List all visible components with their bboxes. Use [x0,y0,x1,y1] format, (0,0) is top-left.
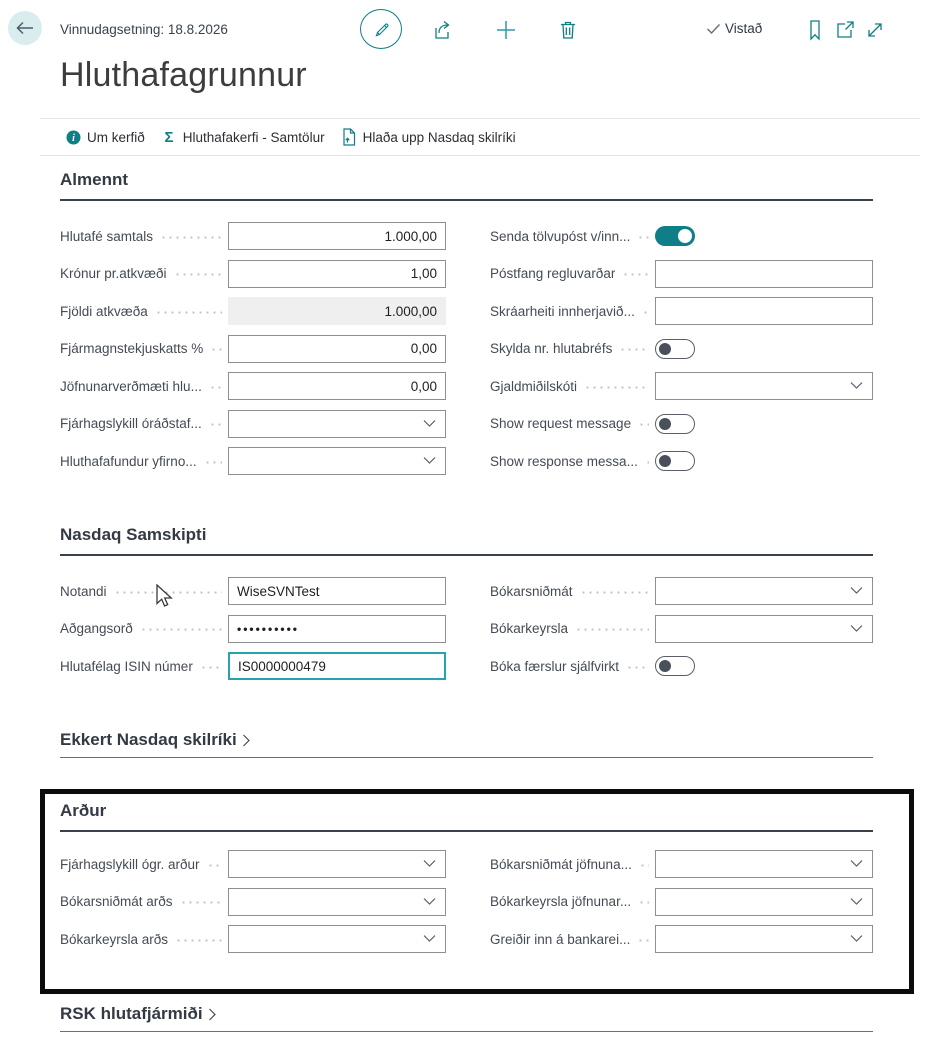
field-control [655,339,873,359]
field-row-hluthafafundur-yfirno [60,447,446,475]
field-label [490,857,655,872]
field-label-text: Fjöldi atkvæða [60,303,148,319]
field-label [490,659,655,674]
field-row-grei-ir-inn-bankarei [490,925,873,953]
field-label-text: Bókarsniðmát arðs [60,894,173,909]
field-label [60,932,228,947]
field-label-text: Bókarsniðmát jöfnuna... [490,856,632,872]
section-nasdaq-samskipti [60,525,873,680]
action-label: Hluthafakerfi - Samtölur [182,129,325,145]
leader-dots [645,461,649,464]
chevron-down-icon [850,587,863,595]
chevron-down-icon [423,860,436,868]
section-rsk-hlutafjarmidi [60,1004,873,1032]
input-fj-rmagnstekjuskatts[interactable]: 0,00 [228,335,446,363]
toggle-b-ka-f-rslur-sj-lfvirkt[interactable] [655,656,695,676]
field-label [60,621,228,636]
field-label-text: Notandi [60,583,107,599]
field-label-text: Hluthafafundur yfirno... [60,453,197,469]
field-control [655,414,873,434]
field-row-fj-rmagnstekjuskatts [60,335,446,363]
field-label-text: Fjármagnstekjuskatts % [60,341,204,356]
field-label [490,229,655,244]
section-title-almennt[interactable]: Almennt [60,170,873,201]
field-row-skr-arheiti-innherjavi [490,297,873,325]
field-label-text: Show response messa... [490,453,638,469]
top-bar [0,0,937,56]
section-title-nasdaq-samskipti[interactable]: Nasdaq Samskipti [60,525,873,556]
leader-dots [200,666,222,669]
field-grid [60,850,873,953]
field-row-a-gangsor [60,615,446,643]
field-row-b-karsni-m-t-j-fnuna [490,850,873,878]
share-icon [432,19,454,41]
section-title-ardur[interactable]: Arður [60,801,873,832]
field-control [228,222,446,250]
dropdown-b-karkeyrsla-j-fnunar[interactable] [655,888,873,916]
field-label-text: Senda tölvupóst v/inn... [490,228,631,244]
save-status [706,21,762,36]
input-kr-nur-pr-atkv-i[interactable]: 1,00 [228,260,446,288]
field-row-hlutaf-samtals [60,222,446,250]
trash-icon [557,19,579,41]
input-p-stfang-regluvar-ar[interactable] [655,260,873,288]
field-row-fj-rhagslykill-r-staf [60,410,446,438]
field-label [490,266,655,281]
open-in-window-button[interactable] [833,18,857,42]
field-control [655,451,873,471]
field-row-fj-rhagslykill-gr-ar-ur [60,850,446,878]
leader-dots [619,348,649,351]
bookmark-button[interactable] [803,18,827,42]
field-control [655,615,873,643]
collapsed-section-label: RSK hlutafjármiði [60,1004,203,1023]
field-label-text: Hlutafé samtals [60,228,154,244]
field-control [228,260,446,288]
field-control [655,925,873,953]
field-control [228,888,446,916]
action-bar [40,118,920,156]
field-label-text: Aðgangsorð [60,621,133,636]
check-icon [706,23,721,35]
field-row-show-request-message [490,410,873,438]
field-label-text: Hlutafélag ISIN númer [60,658,193,674]
pencil-icon [372,20,390,38]
leader-dots [626,666,649,669]
chevron-down-icon [850,897,863,905]
field-row-b-karsni-m-t-ar-s [60,888,446,916]
field-control [655,372,873,400]
field-row-b-karsni-m-t [490,577,873,605]
input-j-fnunarver-m-ti-hlu[interactable]: 0,00 [228,372,446,400]
field-label-text: Fjárhagslykill ógr. arður [60,856,200,872]
field-label-text: Fjárhagslykill óráðstaf... [60,416,202,431]
field-control [228,372,446,400]
sigma-icon [161,129,177,145]
svg-text:i: i [72,132,75,144]
field-label [60,379,228,394]
chevron-down-icon [423,419,436,427]
input-fj-ldi-atkv-a: 1.000,00 [228,297,446,325]
toggle-knob [678,229,692,243]
input-hlutaf-lag-isin-n-mer[interactable]: IS0000000479 [228,652,446,680]
chevron-down-icon [423,897,436,905]
field-grid [60,222,873,475]
action-um-kerfid[interactable] [66,130,145,145]
field-control [228,652,446,680]
section-title-ekkert-nasdaq-skilriki[interactable] [60,730,873,758]
action-label: Hlaða upp Nasdaq skilríki [362,129,516,145]
info-icon [66,130,81,145]
field-label [490,341,655,356]
field-label [60,229,228,244]
open-in-new-window-icon [834,19,856,41]
dropdown-fj-rhagslykill-r-staf[interactable] [228,410,446,438]
leader-dots [114,591,222,594]
dropdown-b-karkeyrsla[interactable] [655,615,873,643]
field-control [655,297,873,325]
leader-dots [175,939,222,942]
save-status-label: Vistað [725,21,763,36]
field-control [655,577,873,605]
field-label-text: Póstfang regluvarðar [490,266,616,281]
delete-button[interactable] [556,18,580,42]
field-control [228,615,446,643]
field-control [228,335,446,363]
leader-dots [637,939,649,942]
field-label [60,341,228,356]
leader-dots [210,348,222,351]
field-label [60,894,228,909]
field-row-j-fnunarver-m-ti-hlu [60,372,446,400]
input-hlutaf-samtals[interactable]: 1.000,00 [228,222,446,250]
dropdown-b-karsni-m-t-ar-s[interactable] [228,888,446,916]
dropdown-fj-rhagslykill-gr-ar-ur[interactable] [228,850,446,878]
dropdown-b-karsni-m-t[interactable] [655,577,873,605]
dropdown-grei-ir-inn-bankarei[interactable] [655,925,873,953]
section-almennt [60,170,873,475]
field-row-skylda-nr-hlutabr-fs [490,335,873,363]
field-label-text: Krónur pr.atkvæði [60,266,167,281]
leader-dots [622,273,649,276]
field-label [490,454,655,469]
leader-dots [580,591,649,594]
field-label [490,416,655,431]
field-control [655,260,873,288]
share-button[interactable] [431,18,455,42]
field-row-b-ka-f-rslur-sj-lfvirkt [490,652,873,680]
field-control [655,850,873,878]
leader-dots [575,628,649,631]
edit-button[interactable] [360,9,402,49]
field-label-text: Bókarkeyrsla [490,621,569,636]
field-label-text: Gjaldmiðilskóti [490,378,578,394]
field-grid [60,577,873,680]
leader-dots [209,386,222,389]
field-row-kr-nur-pr-atkv-i [60,260,446,288]
field-row-senda-t-lvup-st-v-inn [490,222,873,250]
toggle-knob [659,660,671,672]
field-label-text: Bókarsniðmát [490,583,573,599]
field-label-text: Bóka færslur sjálfvirkt [490,658,620,674]
input-a-gangsor[interactable]: •••••••••• [228,615,446,643]
field-label-text: Jöfnunarverðmæti hlu... [60,378,202,394]
svg-text:Σ: Σ [164,129,174,145]
toggle-senda-t-lvup-st-v-inn[interactable] [655,226,695,246]
field-label [490,932,655,947]
leader-dots [638,423,649,426]
field-row-notandi [60,577,446,605]
leader-dots [639,864,649,867]
field-label [490,304,655,319]
field-label-text: Bókarkeyrsla arðs [60,931,169,947]
dropdown-b-karkeyrsla-ar-s[interactable] [228,925,446,953]
toggle-skylda-nr-hlutabr-fs[interactable] [655,339,695,359]
field-control [228,577,446,605]
back-arrow-icon [16,21,34,35]
section-ekkert-nasdaq-skilriki [60,730,873,758]
dropdown-hluthafafundur-yfirno[interactable] [228,447,446,475]
expand-icon [864,19,886,41]
field-row-gjaldmi-ilsk-ti [490,372,873,400]
field-row-b-karkeyrsla [490,615,873,643]
field-control [228,850,446,878]
dropdown-b-karsni-m-t-j-fnuna[interactable] [655,850,873,878]
new-button[interactable] [494,18,518,42]
toggle-knob [659,418,671,430]
field-label [490,621,655,636]
dropdown-gjaldmi-ilsk-ti[interactable] [655,372,873,400]
leader-dots [180,901,222,904]
field-row-fj-ldi-atkv-a [60,297,446,325]
chevron-down-icon [423,935,436,943]
field-label-text: Skylda nr. hlutabréfs [490,341,613,356]
field-label [60,584,228,599]
field-row-b-karkeyrsla-j-fnunar [490,888,873,916]
toggle-show-response-messa[interactable] [655,451,695,471]
field-control [655,888,873,916]
field-label [60,266,228,281]
field-row-b-karkeyrsla-ar-s [60,925,446,953]
field-label [60,454,228,469]
leader-dots [209,423,222,426]
leader-dots [637,236,649,239]
field-control [655,226,873,246]
field-label-text: Show request message [490,416,632,431]
field-control [228,410,446,438]
work-date-label: Vinnudagsetning: 18.8.2026 [60,22,228,37]
leader-dots [174,273,222,276]
field-control [228,925,446,953]
leader-dots [160,236,222,239]
chevron-down-icon [423,457,436,465]
chevron-down-icon [850,860,863,868]
field-label [60,659,228,674]
action-hlada-upp-nasdaq-skilriki[interactable] [341,128,516,146]
field-row-hlutaf-lag-isin-n-mer [60,652,446,680]
field-control [228,297,446,325]
toggle-show-request-message[interactable] [655,414,695,434]
field-row-p-stfang-regluvar-ar [490,260,873,288]
chevron-down-icon [850,382,863,390]
field-label [490,584,655,599]
leader-dots [155,311,222,314]
toggle-knob [659,455,671,467]
collapsed-section-label: Ekkert Nasdaq skilríki [60,730,237,749]
leader-dots [207,864,222,867]
field-control [655,656,873,676]
leader-dots [642,311,649,314]
field-label [60,857,228,872]
expand-button[interactable] [863,18,887,42]
leader-dots [638,901,649,904]
leader-dots [140,628,222,631]
chevron-down-icon [850,935,863,943]
plus-icon [495,19,517,41]
input-skr-arheiti-innherjavi[interactable] [655,297,873,325]
field-label [490,379,655,394]
field-label-text: Greiðir inn á bankarei... [490,931,631,947]
leader-dots [584,386,649,389]
field-label-text: Bókarkeyrsla jöfnunar... [490,894,632,909]
field-control [228,447,446,475]
field-label [60,416,228,431]
action-hluthafakerfi-samtolur[interactable] [161,129,325,145]
bookmark-icon [805,19,825,41]
section-ardur [60,801,873,953]
page-title: Hluthafagrunnur [60,56,307,94]
field-label-text: Skráarheiti innherjavið... [490,303,635,319]
field-label [490,894,655,909]
chevron-right-icon [241,733,251,748]
field-row-show-response-messa [490,447,873,475]
input-notandi[interactable]: WiseSVNTest [228,577,446,605]
toggle-knob [659,343,671,355]
upload-file-icon [341,128,357,146]
field-label [60,304,228,319]
chevron-right-icon [207,1007,217,1022]
action-label: Um kerfið [87,129,145,145]
section-title-rsk-hlutafjarmidi[interactable] [60,1004,873,1032]
back-button[interactable] [8,11,42,45]
chevron-down-icon [850,624,863,632]
leader-dots [204,461,222,464]
